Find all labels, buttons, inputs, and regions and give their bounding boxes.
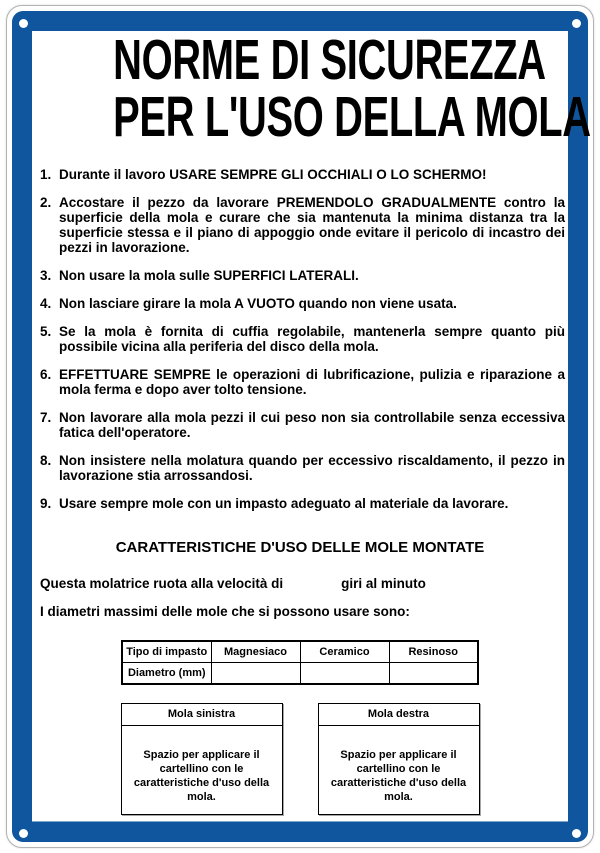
- speed-line-after: giri al minuto: [341, 576, 426, 591]
- mola-destra-body: Spazio per applicare il cartellino con le caratteristiche d'uso della mola.: [330, 749, 467, 803]
- rule-item-2: [40, 195, 565, 255]
- rule-text: Non lavorare alla mola pezzi il cui peso non sia controllabile senza eccessiva fatica dell'operatore.: [59, 410, 565, 440]
- table-cell-diametro: Diametro (mm): [122, 663, 211, 685]
- rule-item-6: [40, 367, 565, 397]
- rule-text: Se la mola è fornita di cuffia regolabile, mantenerla sempre quanto più possibile vicina alla periferia del disco della mola.: [59, 324, 565, 354]
- impasto-table: [121, 640, 479, 685]
- rule-text: Non lasciare girare la mola A VUOTO quando non viene usata.: [59, 296, 457, 311]
- rule-number: 4.: [40, 296, 52, 311]
- table-cell-empty-2: [300, 663, 389, 685]
- rule-text: Durante il lavoro USARE SEMPRE GLI OCCHIALI O LO SCHERMO!: [59, 167, 487, 182]
- rule-number: 2.: [40, 195, 52, 210]
- sign-title: [113, 28, 591, 149]
- rules-list: [40, 167, 565, 511]
- rule-text: Usare sempre mole con un impasto adeguato al materiale da lavorare.: [59, 496, 509, 511]
- rule-number: 7.: [40, 410, 52, 425]
- rule-item-8: [40, 453, 565, 483]
- table-cell-resinoso: Resinoso: [389, 641, 478, 663]
- rule-item-3: [40, 268, 565, 283]
- mola-destra-title: Mola destra: [319, 704, 479, 726]
- section-heading: CARATTERISTICHE D'USO DELLE MOLE MONTATE: [115, 539, 485, 556]
- mola-sinistra-box: [121, 703, 283, 815]
- rule-number: 6.: [40, 367, 52, 382]
- rule-item-4: [40, 296, 565, 311]
- speed-line-before: Questa molatrice ruota alla velocità di: [40, 576, 284, 591]
- speed-line: [40, 576, 567, 591]
- table-header-row: [122, 641, 478, 663]
- rule-item-9: [40, 496, 565, 511]
- mounting-hole-bottom-left: [19, 829, 28, 838]
- mola-sinistra-body: Spazio per applicare il cartellino con le caratteristiche d'uso della mola.: [133, 749, 270, 803]
- rule-item-7: [40, 410, 565, 440]
- rule-number: 5.: [40, 324, 52, 339]
- sign-title-line1: NORME DI SICUREZZA: [113, 28, 546, 92]
- diameters-line: I diametri massimi delle mole che si possono usare sono:: [40, 604, 410, 619]
- rule-item-5: [40, 324, 565, 354]
- table-data-row: [122, 663, 478, 685]
- rule-text: Non usare la mola sulle SUPERFICI LATERALI.: [59, 268, 359, 283]
- sign-title-line2: PER L'USO DELLA MOLA: [113, 85, 591, 149]
- sign-plate: [6, 5, 594, 848]
- mola-destra-box: [318, 703, 480, 815]
- rule-number: 9.: [40, 496, 52, 511]
- rule-number: 1.: [40, 167, 52, 182]
- mounting-hole-top-right: [572, 19, 581, 28]
- rule-text: Non insistere nella molatura quando per eccessivo riscaldamento, il pezzo in lavorazione stia arrossandosi.: [59, 453, 565, 483]
- rule-number: 3.: [40, 268, 52, 283]
- rule-number: 8.: [40, 453, 52, 468]
- rule-item-1: [40, 167, 565, 182]
- table-cell-empty-1: [211, 663, 300, 685]
- rule-text: EFFETTUARE SEMPRE le operazioni di lubrificazione, pulizia e riparazione a mola ferma e dopo aver tolto tensione.: [59, 367, 565, 397]
- table-cell-tipo: Tipo di impasto: [122, 641, 211, 663]
- mounting-hole-top-left: [19, 19, 28, 28]
- mounting-hole-bottom-right: [572, 829, 581, 838]
- table-cell-ceramico: Ceramico: [300, 641, 389, 663]
- rule-text: Accostare il pezzo da lavorare PREMENDOLO GRADUALMENTE contro la superficie della mola e curare che sia mantenuta la minima distanza tra la superficie stessa e il piano di appoggio onde evitare il pericolo di incastro dei pezzi in lavorazione.: [59, 195, 565, 255]
- label-boxes: [33, 703, 567, 815]
- mola-sinistra-title: Mola sinistra: [122, 704, 282, 726]
- table-cell-empty-3: [389, 663, 478, 685]
- table-cell-magnesiaco: Magnesiaco: [211, 641, 300, 663]
- sign-content: [33, 28, 591, 815]
